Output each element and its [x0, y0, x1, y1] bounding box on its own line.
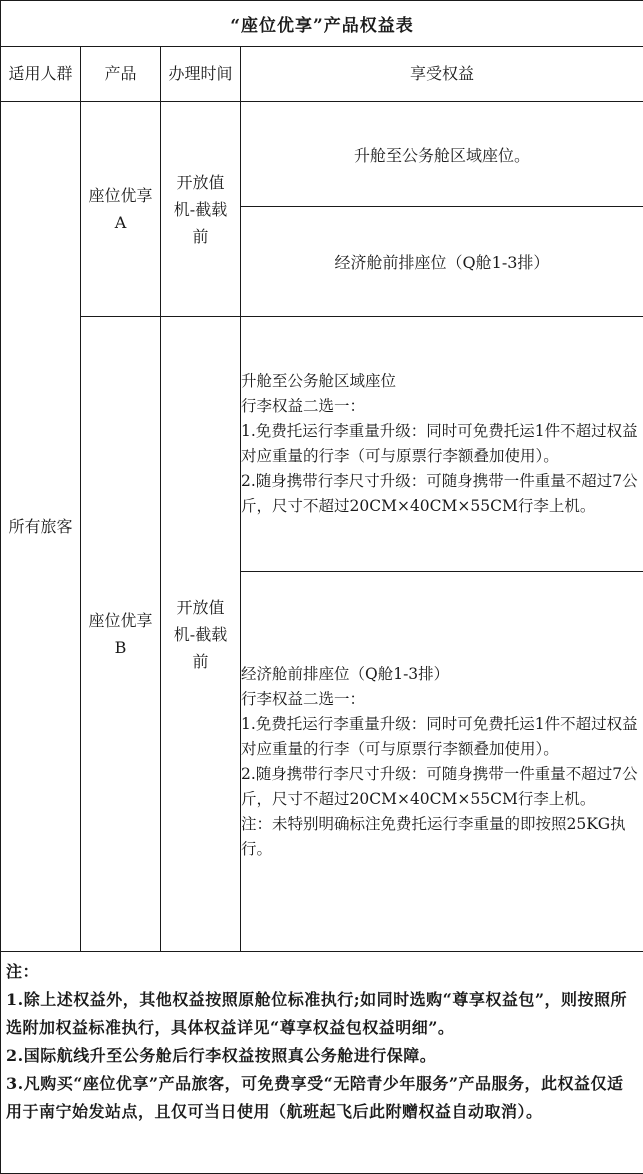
product-b-time: 开放值机-截载前 — [161, 594, 240, 675]
product-a-benefit-1: 升舱至公务舱区域座位。 — [241, 102, 643, 207]
note-item-3: 3.凡购买“座位优享”产品旅客，可免费享受“无陪青少年服务”产品服务，此权益仅适用于南宁始发站点，且仅可当日使用（航班起飞后此附赠权益自动取消）。 — [6, 1070, 639, 1126]
header-benefit: 享受权益 — [241, 47, 643, 102]
product-b-benefit-2: 经济舱前排座位（Q舱1-3排） 行李权益二选一： 1.免费托运行李重量升级：同时可免费托运1件不超过权益对应重量的行李（可与原票行李额叠加使用）。 2.随身携带行李尺寸升级：可随身携带一件重量不超过7公斤，尺寸不超过20CM×40CM×55CM行李上机。 注：未特别明确标注免费托运行李重量的即按照25KG执行。 — [241, 572, 643, 952]
product-b-name: 座位优享B — [81, 607, 160, 661]
notes-section — [1, 952, 643, 1174]
notes-heading: 注： — [6, 958, 639, 986]
product-a-name: 座位优享A — [81, 182, 160, 236]
product-a-benefit-2: 经济舱前排座位（Q舱1-3排） — [241, 207, 643, 317]
note-item-1: 1.除上述权益外，其他权益按照原舱位标准执行;如同时选购“尊享权益包”，则按照所选附加权益标准执行，具体权益详见“尊享权益包权益明细”。 — [6, 986, 639, 1042]
header-time: 办理时间 — [161, 62, 240, 86]
table-title: “座位优享”产品权益表 — [1, 1, 643, 47]
note-item-2: 2.国际航线升至公务舱后行李权益按照真公务舱进行保障。 — [6, 1042, 639, 1070]
header-audience: 适用人群 — [1, 62, 80, 86]
product-b-benefit-1: 升舱至公务舱区域座位 行李权益二选一： 1.免费托运行李重量升级：同时可免费托运1件不超过权益对应重量的行李（可与原票行李额叠加使用）。 2.随身携带行李尺寸升级：可随身携带一件重量不超过7公斤，尺寸不超过20CM×40CM×55CM行李上机。 — [241, 317, 643, 572]
header-product: 产品 — [81, 47, 161, 102]
product-a-time: 开放值机-截载前 — [161, 169, 240, 250]
audience-cell: 所有旅客 — [1, 513, 80, 540]
